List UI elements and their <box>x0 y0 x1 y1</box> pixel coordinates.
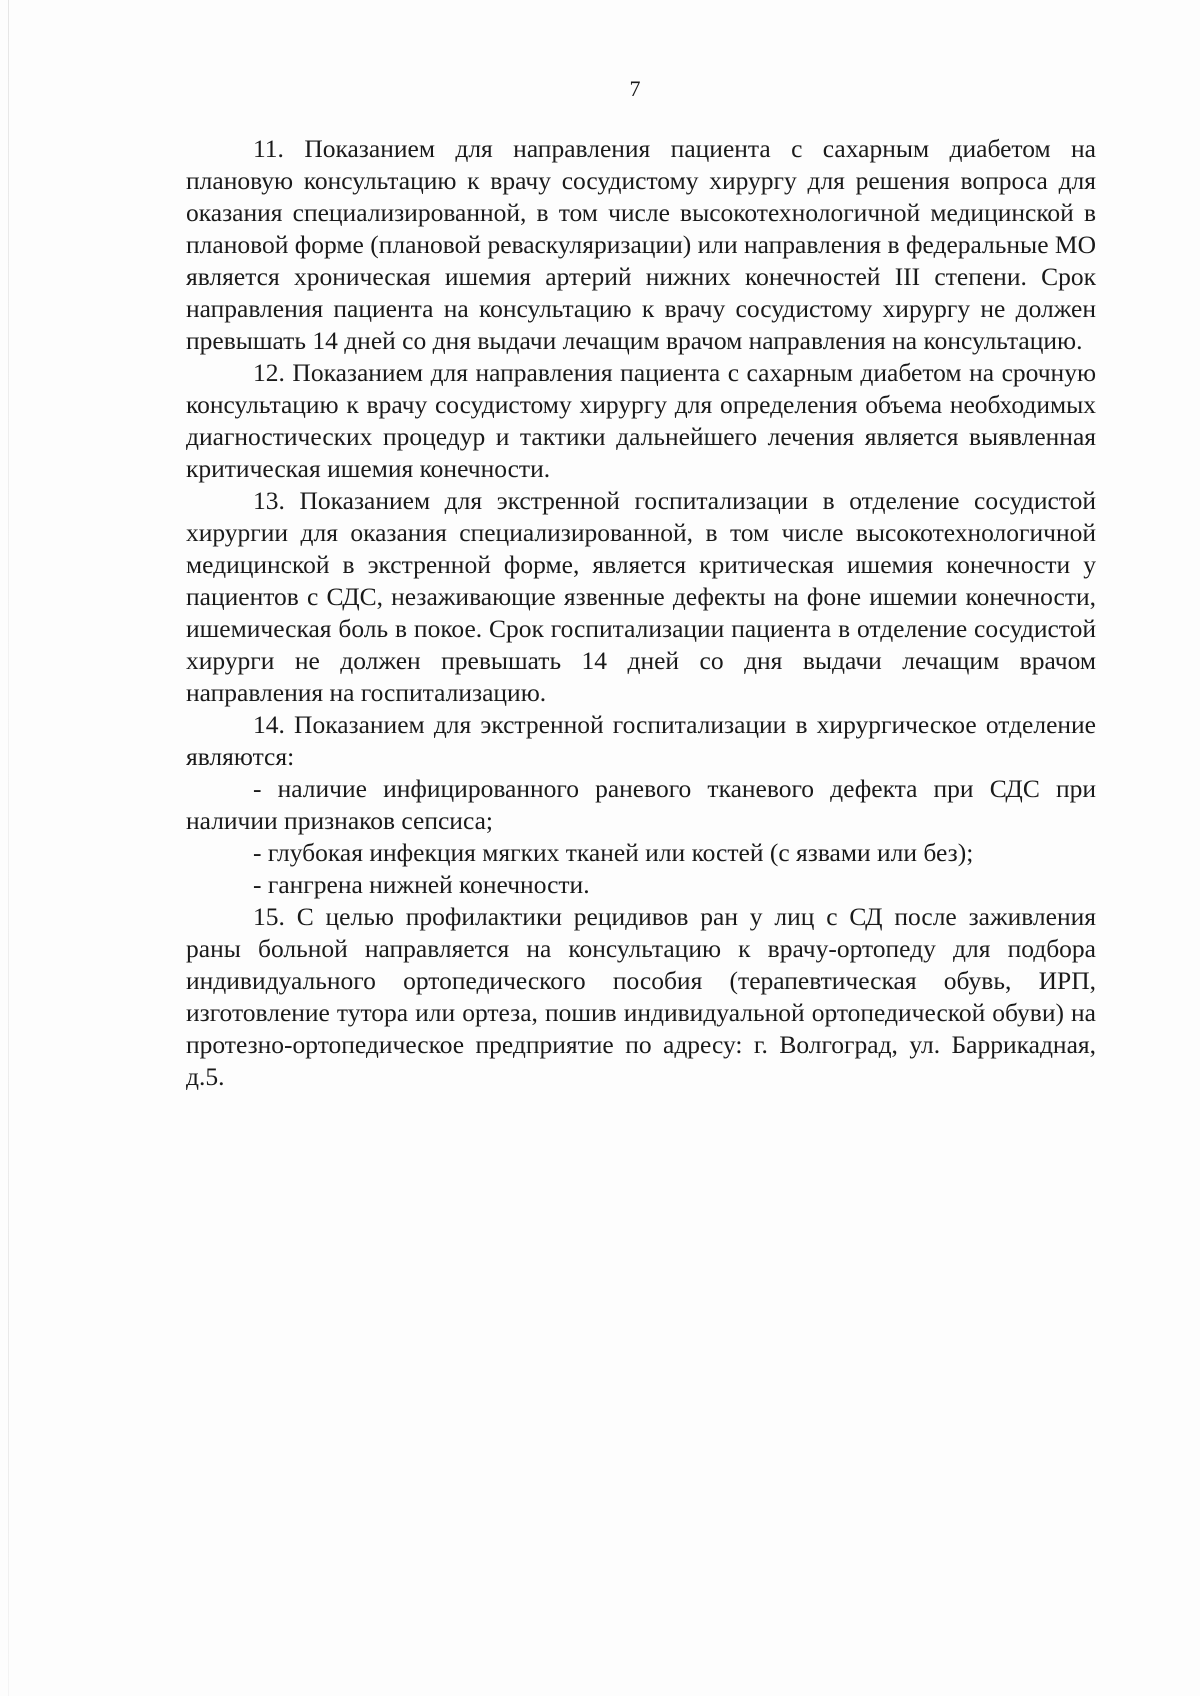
paragraph-15: 15. С целью профилактики рецидивов ран у лиц с СД после заживления раны больной направляется на консультацию к врачу-ортопеду для подбора индивидуального ортопедического пособия (терапевтическая обувь, ИРП, изготовление тутора или ортеза, пошив индивидуальной ортопедической обуви) на протезно-ортопедическое предприятие по адресу: г. Волгоград, ул. Баррикадная, д.5. <box>186 902 1096 1091</box>
list-item-sepsis: - наличие инфицированного раневого тканевого дефекта при СДС при наличии признаков сепсиса; <box>186 774 1096 835</box>
page-number: 7 <box>629 76 641 101</box>
scan-edge-shadow <box>8 0 9 1696</box>
paragraph-13: 13. Показанием для экстренной госпитализации в отделение сосудистой хирургии для оказания специализированной, в том числе высокотехнологичной медицинской в экстренной форме, является критическая ишемия конечности у пациентов с СДС, незаживающие язвенные дефекты на фоне ишемии конечности, ишемическая боль в покое. Срок госпитализации пациента в отделение сосудистой хирурги не должен превышать 14 дней со дня выдачи лечащим врачом направления на госпитализацию. <box>186 486 1096 707</box>
document-body <box>186 133 1096 1093</box>
paragraph-14: 14. Показанием для экстренной госпитализации в хирургическое отделение являются: <box>186 710 1096 771</box>
paragraph-11: 11. Показанием для направления пациента с сахарным диабетом на плановую консультацию к врачу сосудистому хирургу для решения вопроса для оказания специализированной, в том числе высокотехнологичной медицинской в плановой форме (плановой реваскуляризации) или направления в федеральные МО является хроническая ишемия артерий нижних конечностей III степени. Срок направления пациента на консультацию к врачу сосудистому хирургу не должен превышать 14 дней со дня выдачи лечащим врачом направления на консультацию. <box>186 134 1096 355</box>
list-item-deep-infection: - глубокая инфекция мягких тканей или костей (с язвами или без); <box>253 838 974 867</box>
paragraph-12: 12. Показанием для направления пациента с сахарным диабетом на срочную консультацию к врачу сосудистому хирургу для определения объема необходимых диагностических процедур и тактики дальнейшего лечения является выявленная критическая ишемия конечности. <box>186 358 1096 483</box>
list-item-gangrene: - гангрена нижней конечности. <box>253 870 590 899</box>
